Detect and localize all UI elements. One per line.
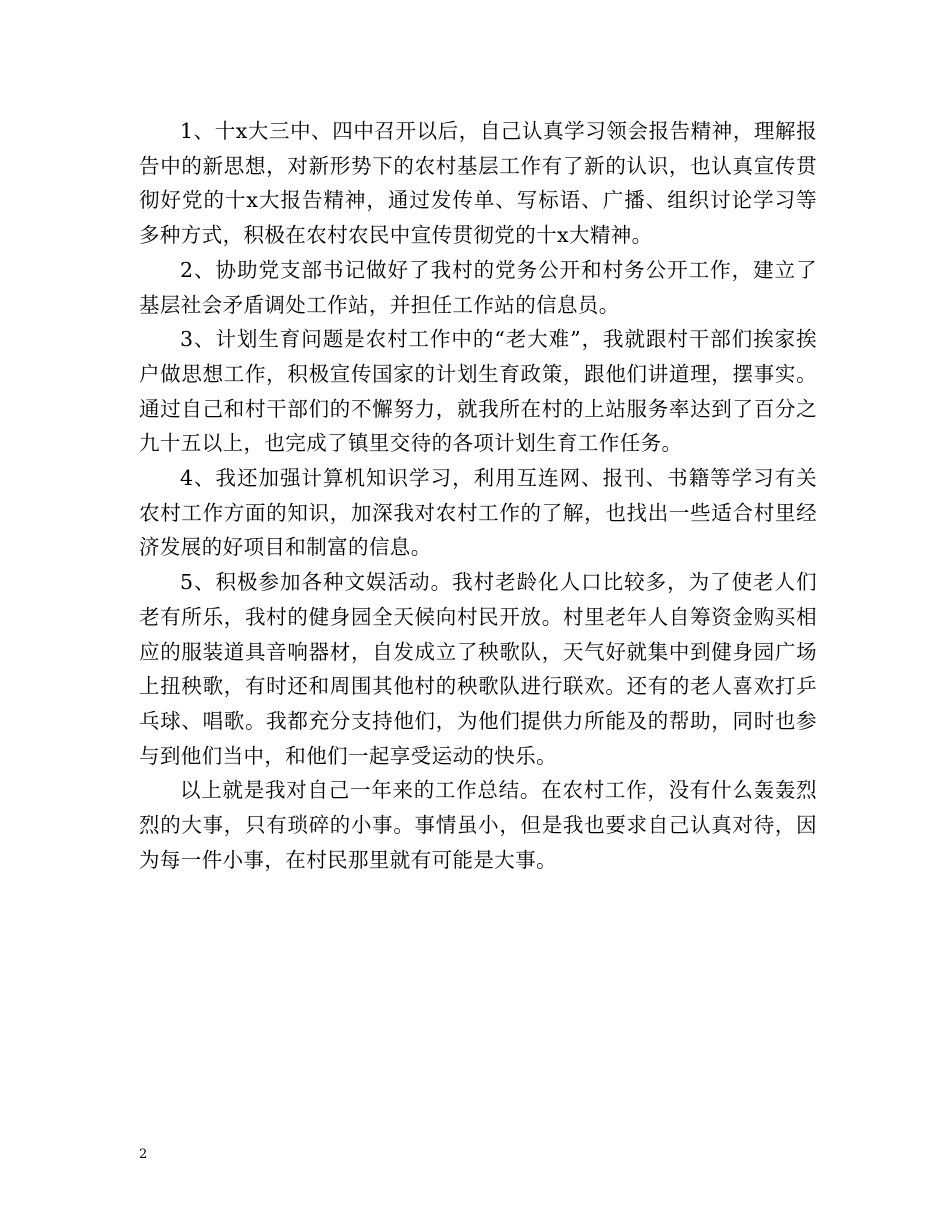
paragraph-4: 4、我还加强计算机知识学习，利用互连网、报刊、书籍等学习有关农村工作方面的知识，加深我对农村工作的了解，也找出一些适合村里经济发展的好项目和制富的信息。 (139, 466, 817, 560)
page-number: 2 (139, 1147, 148, 1162)
paragraph-3: 3、计划生育问题是农村工作中的“老大难”，我就跟村干部们挨家挨户做思想工作，积极宣传国家的计划生育政策，跟他们讲道理，摆事实。通过自己和村干部们的不懈努力，就我所在村的上站服务率达到了百分之九十五以上，也完成了镇里交待的各项计划生育工作任务。 (139, 327, 817, 456)
paragraph-1: 1、十x大三中、四中召开以后，自己认真学习领会报告精神，理解报告中的新思想，对新形势下的农村基层工作有了新的认识，也认真宣传贯彻好党的十x大报告精神，通过发传单、写标语、广播、组织讨论学习等多种方式，积极在农村农民中宣传贯彻党的十x大精神。 (139, 119, 817, 248)
paragraph-5: 5、积极参加各种文娱活动。我村老龄化人口比较多，为了使老人们老有所乐，我村的健身园全天候向村民开放。村里老年人自筹资金购买相应的服装道具音响器材，自发成立了秧歌队，天气好就集中到健身园广场上扭秧歌，有时还和周围其他村的秧歌队进行联欢。还有的老人喜欢打乒乓球、唱歌。我都充分支持他们，为他们提供力所能及的帮助，同时也参与到他们当中，和他们一起享受运动的快乐。 (139, 570, 817, 768)
document-body (139, 114, 817, 877)
paragraph-6: 以上就是我对自己一年来的工作总结。在农村工作，没有什么轰轰烈烈的大事，只有琐碎的小事。事情虽小，但是我也要求自己认真对待，因为每一件小事，在村民那里就有可能是大事。 (139, 778, 817, 872)
paragraph-2: 2、协助党支部书记做好了我村的党务公开和村务公开工作，建立了基层社会矛盾调处工作站，并担任工作站的信息员。 (139, 257, 817, 317)
